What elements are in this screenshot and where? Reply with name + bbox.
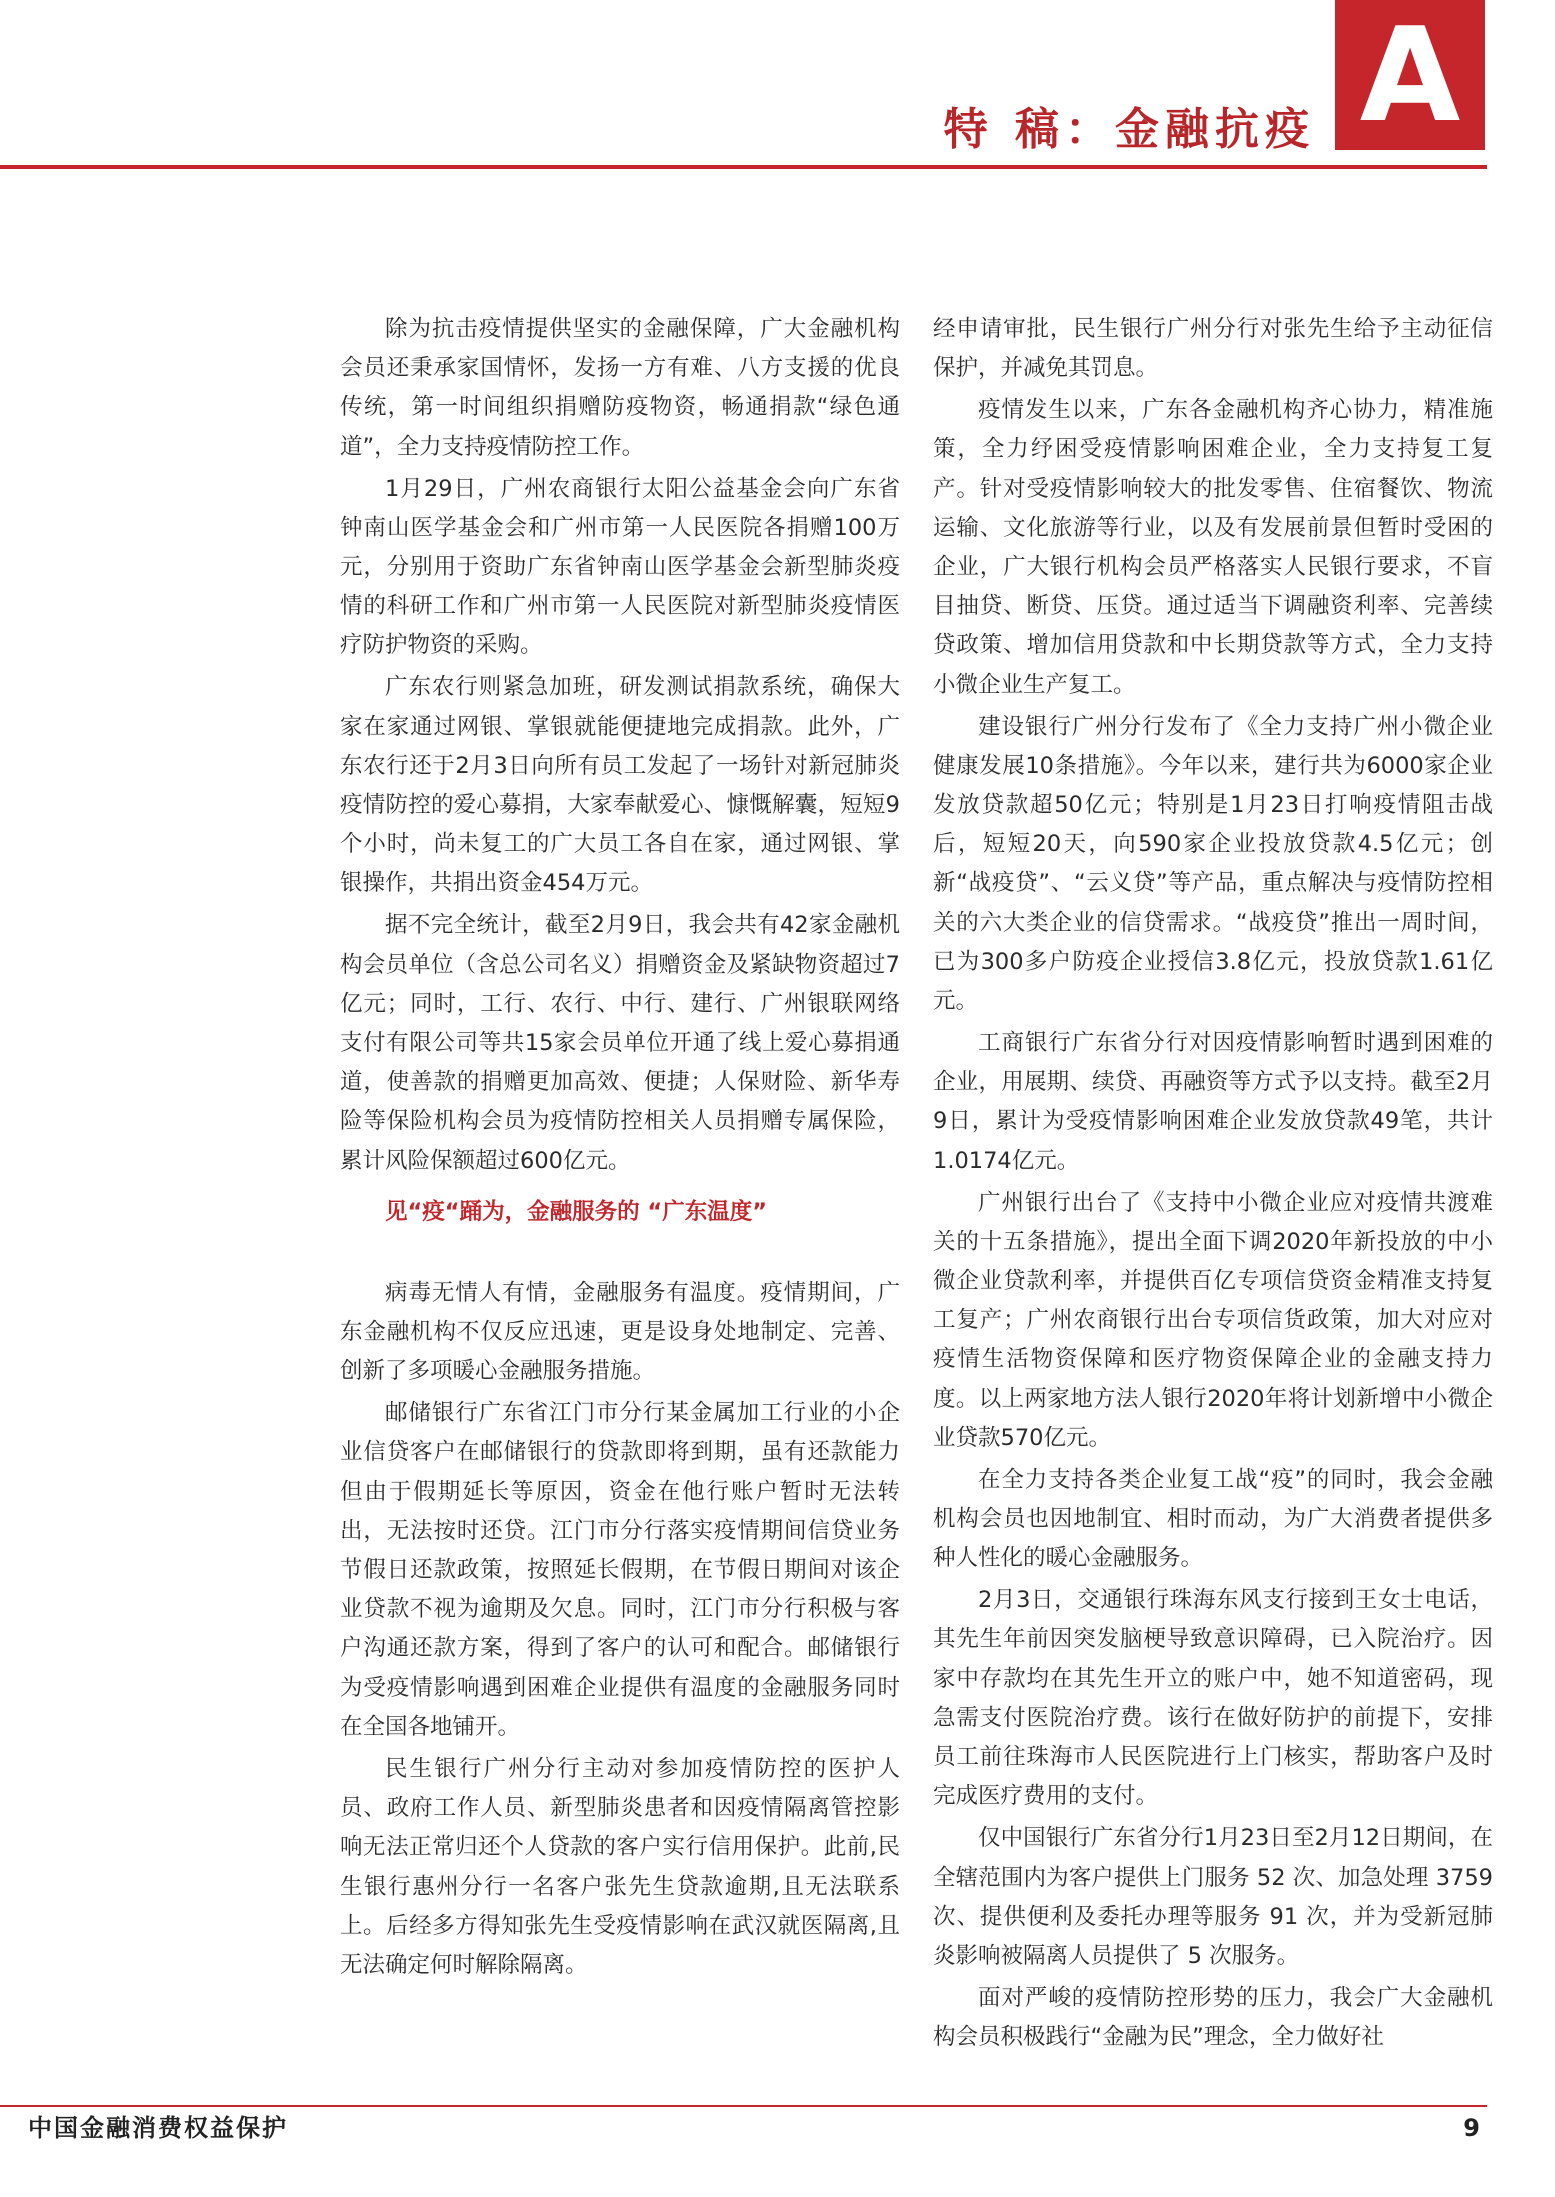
paragraph: 工商银行广东省分行对因疫情影响暂时遇到困难的企业，用展期、续贷、再融资等方式予以支持。截至2月9日，累计为受疫情影响困难企业发放贷款49笔，共计1.0174亿元。 <box>933 1030 1493 1174</box>
paragraph-continuation: 经申请审批，民生银行广州分行对张先生给予主动征信保护，并减免其罚息。 <box>933 316 1493 382</box>
paragraph: 除为抗击疫情提供坚实的金融保障，广大金融机构会员还秉承家国情怀，发扬一方有难、八方支援的优良传统，第一时间组织捐赠防疫物资，畅通捐款“绿色通道”，全力支持疫情防控工作。 <box>340 316 900 460</box>
footer-divider <box>0 2105 1487 2107</box>
section-badge <box>1335 0 1485 150</box>
header-divider <box>0 165 1487 169</box>
paragraph: 邮储银行广东省江门市分行某金属加工行业的小企业信贷客户在邮储银行的贷款即将到期，虽有还款能力但由于假期延长等原因，资金在他行账户暂时无法转出，无法按时还贷。江门市分行落实疫情期间信贷业务节假日还款政策，按照延长假期，在节假日期间对该企业贷款不视为逾期及欠息。同时，江门市分行积极与客户沟通还款方案，得到了客户的认可和配合。邮储银行为受疫情影响遇到困难企业提供有温度的金融服务同时在全国各地铺开。 <box>340 1400 900 1740</box>
section-subheading: 见“疫“踊为，金融服务的 “广东温度” <box>385 1198 767 1225</box>
section-title: 特 稿：金融抗疫 <box>943 104 1315 155</box>
publication-name: 中国金融消费权益保护 <box>28 2114 288 2142</box>
paragraph: 1月29日，广州农商银行太阳公益基金会向广东省钟南山医学基金会和广州市第一人民医院各捐赠100万元，分别用于资助广东省钟南山医学基金会新型肺炎疫情的科研工作和广州市第一人民医院对新型肺炎疫情医疗防护物资的采购。 <box>340 475 900 659</box>
paragraph: 广州银行出台了《支持中小微企业应对疫情共渡难关的十五条措施》，提出全面下调2020年新投放的中小微企业贷款利率，并提供百亿专项信贷资金精准支持复工复产；广州农商银行出台专项信货政策，加大对应对疫情生活物资保障和医疗物资保障企业的金融支持力度。以上两家地方法人银行2020年将计划新增中小微企业贷款570亿元。 <box>933 1189 1493 1451</box>
paragraph: 疫情发生以来，广东各金融机构齐心协力，精准施策，全力纾困受疫情影响困难企业，全力支持复工复产。针对受疫情影响较大的批发零售、住宿餐饮、物流运输、文化旅游等行业，以及有发展前景但暂时受困的企业，广大银行机构会员严格落实人民银行要求，不盲目抽贷、断贷、压贷。通过适当下调融资利率、完善续贷政策、增加信用贷款和中长期贷款等方式，全力支持小微企业生产复工。 <box>933 397 1493 698</box>
page-number: 9 <box>1463 2114 1480 2142</box>
paragraph: 在全力支持各类企业复工战“疫”的同时，我会金融机构会员也因地制宜、相时而动，为广大消费者提供多种人性化的暖心金融服务。 <box>933 1466 1493 1572</box>
paragraph: 仅中国银行广东省分行1月23日至2月12日期间，在全辖范围内为客户提供上门服务 52 次、加急处理 3759次、提供便利及委托办理等服务 91 次，并为受新冠肺炎影响被隔离人员提供了 5 次服务。 <box>933 1825 1493 1969</box>
paragraph: 病毒无情人有情，金融服务有温度。疫情期间，广东金融机构不仅反应迅速，更是设身处地制定、完善、创新了多项暖心金融服务措施。 <box>340 1279 900 1385</box>
paragraph: 2月3日，交通银行珠海东风支行接到王女士电话，其先生年前因突发脑梗导致意识障碍，已入院治疗。因家中存款均在其先生开立的账户中，她不知道密码，现急需支付医院治疗费。该行在做好防护的前提下，安排员工前往珠海市人民医院进行上门核实，帮助客户及时完成医疗费用的支付。 <box>933 1587 1493 1810</box>
paragraph: 民生银行广州分行主动对参加疫情防控的医护人员、政府工作人员、新型肺炎患者和因疫情隔离管控影响无法正常归还个人贷款的客户实行信用保护。此前,民生银行惠州分行一名客户张先生贷款逾期,且无法联系上。后经多方得知张先生受疫情影响在武汉就医隔离,且无法确定何时解除隔离。 <box>340 1755 900 1978</box>
paragraph: 面对严峻的疫情防控形势的压力，我会广大金融机构会员积极践行“金融为民”理念，全力做好社 <box>933 1984 1493 2051</box>
paragraph: 广东农行则紧急加班，研发测试捐款系统，确保大家在家通过网银、掌银就能便捷地完成捐款。此外，广东农行还于2月3日向所有员工发起了一场针对新冠肺炎疫情防控的爱心募捐，大家奉献爱心、慷慨解囊，短短9个小时，尚未复工的广大员工各自在家，通过网银、掌银操作，共捐出资金454万元。 <box>340 674 900 897</box>
left-column <box>340 310 900 1988</box>
paragraph: 据不完全统计，截至2月9日，我会共有42家金融机构会员单位（含总公司名义）捐赠资金及紧缺物资超过7亿元；同时，工行、农行、中行、建行、广州银联网络支付有限公司等共15家会员单位开通了线上爱心募捐通道，使善款的捐赠更加高效、便捷；人保财险、新华寿险等保险机构会员为疫情防控相关人员捐赠专属保险，累计风险保额超过600亿元。 <box>340 912 900 1174</box>
section-letter: A <box>1359 0 1461 151</box>
paragraph: 建设银行广州分行发布了《全力支持广州小微企业健康发展10条措施》。今年以来，建行共为6000家企业发放贷款超50亿元；特别是1月23日打响疫情阻击战后，短短20天，向590家企业投放贷款4.5亿元；创新“战疫贷”、“云义贷”等产品，重点解决与疫情防控相关的六大类企业的信贷需求。“战疫贷”推出一周时间，已为300多户防疫企业授信3.8亿元，投放贷款1.61亿元。 <box>933 713 1493 1015</box>
right-column <box>933 310 1493 2060</box>
